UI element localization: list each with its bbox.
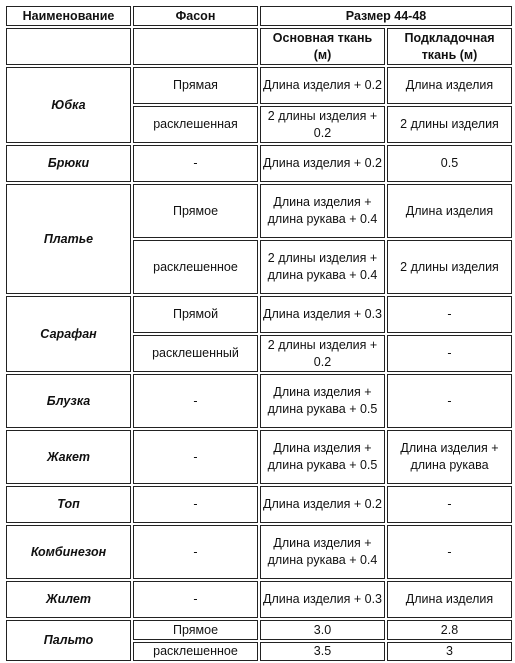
table-row <box>6 430 512 484</box>
table-row <box>6 525 512 579</box>
main-fabric-amount: 3.5 <box>260 642 385 661</box>
lining-fabric-amount: 0.5 <box>387 145 512 182</box>
table-row <box>6 67 512 104</box>
garment-style: - <box>133 581 258 618</box>
garment-name: Жилет <box>6 581 131 618</box>
subheader-empty-style <box>133 28 258 65</box>
header-lining-fabric: Подкладочная ткань (м) <box>387 28 512 65</box>
table-row <box>6 581 512 618</box>
garment-style: Прямой <box>133 296 258 333</box>
garment-name: Блузка <box>6 374 131 428</box>
main-fabric-amount: Длина изделия + длина рукава + 0.5 <box>260 430 385 484</box>
header-style: Фасон <box>133 6 258 26</box>
garment-style: расклешенное <box>133 240 258 294</box>
garment-name: Юбка <box>6 67 131 143</box>
main-fabric-amount: Длина изделия + 0.3 <box>260 296 385 333</box>
main-fabric-amount: Длина изделия + 0.2 <box>260 67 385 104</box>
garment-style: расклешенное <box>133 642 258 661</box>
garment-style: расклешенный <box>133 335 258 372</box>
lining-fabric-amount: 3 <box>387 642 512 661</box>
garment-name: Комбинезон <box>6 525 131 579</box>
table-row <box>6 296 512 333</box>
garment-name: Топ <box>6 486 131 523</box>
lining-fabric-amount: - <box>387 335 512 372</box>
garment-name: Пальто <box>6 620 131 661</box>
main-fabric-amount: Длина изделия + 0.2 <box>260 486 385 523</box>
garment-style: - <box>133 430 258 484</box>
main-fabric-amount: Длина изделия + 0.3 <box>260 581 385 618</box>
table-row <box>6 145 512 182</box>
garment-style: Прямое <box>133 620 258 640</box>
subheader-row <box>6 28 512 65</box>
lining-fabric-amount: Длина изделия <box>387 67 512 104</box>
table-row <box>6 486 512 523</box>
lining-fabric-amount: - <box>387 525 512 579</box>
main-fabric-amount: Длина изделия + длина рукава + 0.4 <box>260 525 385 579</box>
garment-style: Прямое <box>133 184 258 238</box>
garment-style: - <box>133 525 258 579</box>
garment-style: Прямая <box>133 67 258 104</box>
header-row <box>6 6 512 26</box>
garment-name: Брюки <box>6 145 131 182</box>
lining-fabric-amount: 2 длины изделия <box>387 240 512 294</box>
fabric-consumption-table <box>4 4 514 663</box>
lining-fabric-amount: 2 длины изделия <box>387 106 512 143</box>
main-fabric-amount: 2 длины изделия + 0.2 <box>260 335 385 372</box>
garment-name: Платье <box>6 184 131 294</box>
table-row <box>6 374 512 428</box>
subheader-empty-name <box>6 28 131 65</box>
lining-fabric-amount: 2.8 <box>387 620 512 640</box>
garment-style: - <box>133 145 258 182</box>
main-fabric-amount: Длина изделия + длина рукава + 0.4 <box>260 184 385 238</box>
garment-style: - <box>133 486 258 523</box>
lining-fabric-amount: - <box>387 374 512 428</box>
header-main-fabric: Основная ткань (м) <box>260 28 385 65</box>
garment-style: - <box>133 374 258 428</box>
main-fabric-amount: 2 длины изделия + 0.2 <box>260 106 385 143</box>
garment-style: расклешенная <box>133 106 258 143</box>
lining-fabric-amount: - <box>387 296 512 333</box>
lining-fabric-amount: Длина изделия <box>387 581 512 618</box>
lining-fabric-amount: - <box>387 486 512 523</box>
table-row <box>6 184 512 238</box>
header-size: Размер 44-48 <box>260 6 512 26</box>
garment-name: Сарафан <box>6 296 131 372</box>
main-fabric-amount: 3.0 <box>260 620 385 640</box>
main-fabric-amount: Длина изделия + длина рукава + 0.5 <box>260 374 385 428</box>
lining-fabric-amount: Длина изделия <box>387 184 512 238</box>
lining-fabric-amount: Длина изделия + длина рукава <box>387 430 512 484</box>
header-name: Наименование <box>6 6 131 26</box>
garment-name: Жакет <box>6 430 131 484</box>
main-fabric-amount: Длина изделия + 0.2 <box>260 145 385 182</box>
main-fabric-amount: 2 длины изделия + длина рукава + 0.4 <box>260 240 385 294</box>
table-row <box>6 620 512 640</box>
